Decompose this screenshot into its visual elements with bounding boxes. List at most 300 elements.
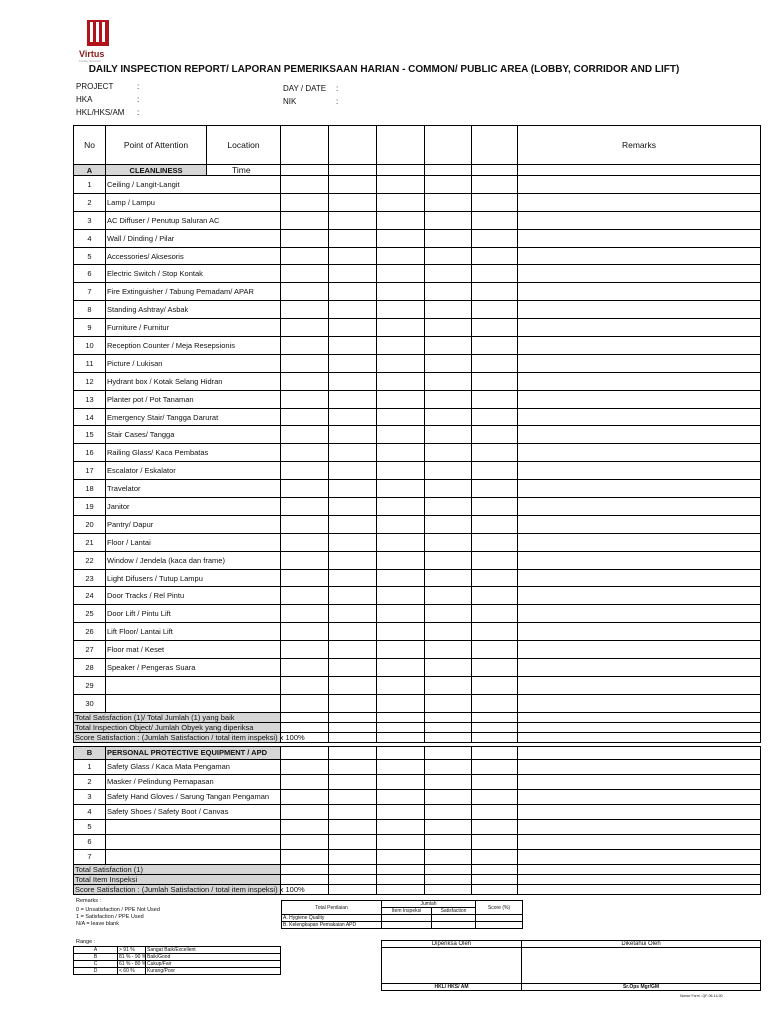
table-row	[74, 390, 761, 408]
legend-title: Remarks :	[76, 898, 102, 904]
check-cell[interactable]	[281, 462, 329, 480]
check-cell[interactable]	[425, 694, 472, 712]
check-cell[interactable]	[281, 319, 329, 337]
check-cell[interactable]	[472, 498, 518, 516]
check-cell[interactable]	[518, 498, 761, 516]
nik-label: NIK	[283, 97, 297, 106]
check-cell[interactable]	[518, 165, 761, 176]
check-cell[interactable]	[329, 587, 377, 605]
check-cell[interactable]	[425, 283, 472, 301]
check-cell[interactable]	[329, 804, 377, 819]
check-cell[interactable]	[518, 834, 761, 849]
check-cell[interactable]	[281, 337, 329, 355]
check-cell[interactable]	[329, 372, 377, 390]
check-cell[interactable]	[329, 551, 377, 569]
check-cell[interactable]	[518, 623, 761, 641]
check-cell[interactable]	[377, 694, 425, 712]
check-cell[interactable]	[472, 354, 518, 372]
item-b-no: 4	[74, 804, 106, 819]
check-cell[interactable]	[425, 498, 472, 516]
check-cell[interactable]	[329, 774, 377, 789]
check-cell[interactable]	[329, 884, 377, 894]
check-cell[interactable]	[281, 229, 329, 247]
check-cell[interactable]	[329, 480, 377, 498]
check-cell[interactable]	[281, 659, 329, 677]
check-cell[interactable]	[377, 390, 425, 408]
check-cell[interactable]	[472, 569, 518, 587]
check-cell[interactable]	[329, 265, 377, 283]
range-grade: A	[74, 947, 118, 954]
item-a-label: Stair Cases/ Tangga	[106, 426, 281, 444]
check-cell[interactable]	[377, 193, 425, 211]
check-cell[interactable]	[329, 126, 377, 165]
check-cell[interactable]	[281, 605, 329, 623]
check-cell[interactable]	[472, 372, 518, 390]
check-cell[interactable]	[281, 759, 329, 774]
check-cell[interactable]	[377, 337, 425, 355]
check-cell[interactable]	[472, 774, 518, 789]
check-cell[interactable]	[518, 193, 761, 211]
check-cell[interactable]	[377, 533, 425, 551]
check-cell[interactable]	[377, 462, 425, 480]
table-row	[74, 426, 761, 444]
check-cell[interactable]	[329, 165, 377, 176]
check-cell[interactable]	[377, 804, 425, 819]
check-cell[interactable]	[425, 874, 472, 884]
check-cell[interactable]	[329, 533, 377, 551]
check-cell[interactable]	[472, 732, 518, 742]
check-cell[interactable]	[518, 676, 761, 694]
check-cell[interactable]	[377, 211, 425, 229]
check-cell[interactable]	[425, 774, 472, 789]
check-cell[interactable]	[518, 774, 761, 789]
check-cell[interactable]	[329, 623, 377, 641]
check-cell[interactable]	[425, 605, 472, 623]
check-cell[interactable]	[472, 301, 518, 319]
check-cell[interactable]	[472, 759, 518, 774]
check-cell[interactable]	[329, 819, 377, 834]
check-cell[interactable]	[377, 551, 425, 569]
item-a-no: 27	[74, 641, 106, 659]
check-cell[interactable]	[281, 480, 329, 498]
check-cell[interactable]	[377, 515, 425, 533]
check-cell[interactable]	[425, 732, 472, 742]
score-cell[interactable]	[382, 915, 432, 922]
check-cell[interactable]	[518, 849, 761, 864]
check-cell[interactable]	[377, 746, 425, 759]
check-cell[interactable]	[281, 193, 329, 211]
check-cell[interactable]	[472, 587, 518, 605]
check-cell[interactable]	[377, 722, 425, 732]
check-cell[interactable]	[425, 165, 472, 176]
check-cell[interactable]	[329, 354, 377, 372]
item-a-label: Planter pot / Pot Tanaman	[106, 390, 281, 408]
table-row	[74, 819, 761, 834]
check-cell[interactable]	[377, 587, 425, 605]
check-cell[interactable]	[472, 229, 518, 247]
check-cell[interactable]	[518, 319, 761, 337]
check-cell[interactable]	[518, 533, 761, 551]
check-cell[interactable]	[377, 874, 425, 884]
known-by-signature-box[interactable]	[522, 948, 761, 984]
check-cell[interactable]	[329, 874, 377, 884]
check-cell[interactable]	[281, 354, 329, 372]
check-cell[interactable]	[518, 408, 761, 426]
check-cell[interactable]	[329, 759, 377, 774]
check-cell[interactable]	[281, 372, 329, 390]
check-cell[interactable]	[329, 319, 377, 337]
check-cell[interactable]	[425, 884, 472, 894]
check-cell[interactable]	[518, 211, 761, 229]
check-cell[interactable]	[377, 126, 425, 165]
check-cell[interactable]	[518, 732, 761, 742]
check-cell[interactable]	[281, 874, 329, 884]
check-cell[interactable]	[472, 676, 518, 694]
check-cell[interactable]	[518, 462, 761, 480]
check-cell[interactable]	[425, 480, 472, 498]
check-cell[interactable]	[425, 789, 472, 804]
check-cell[interactable]	[472, 722, 518, 732]
check-cell[interactable]	[281, 126, 329, 165]
check-cell[interactable]	[281, 515, 329, 533]
check-cell[interactable]	[472, 804, 518, 819]
check-cell[interactable]	[377, 176, 425, 194]
check-cell[interactable]	[377, 659, 425, 677]
check-cell[interactable]	[472, 480, 518, 498]
score-cell[interactable]	[382, 922, 432, 929]
check-cell[interactable]	[518, 864, 761, 874]
check-cell[interactable]	[281, 676, 329, 694]
check-cell[interactable]	[425, 641, 472, 659]
check-cell[interactable]	[329, 337, 377, 355]
check-cell[interactable]	[281, 587, 329, 605]
check-cell[interactable]	[377, 372, 425, 390]
check-cell[interactable]	[329, 834, 377, 849]
check-cell[interactable]	[518, 569, 761, 587]
check-cell[interactable]	[329, 605, 377, 623]
check-cell[interactable]	[425, 515, 472, 533]
check-cell[interactable]	[472, 426, 518, 444]
check-cell[interactable]	[472, 165, 518, 176]
check-cell[interactable]	[329, 712, 377, 722]
score-percent-label: Score (%)	[476, 901, 523, 915]
check-cell[interactable]	[425, 319, 472, 337]
check-cell[interactable]	[425, 354, 472, 372]
check-cell[interactable]	[425, 587, 472, 605]
check-cell[interactable]	[518, 694, 761, 712]
check-cell[interactable]	[281, 498, 329, 516]
check-cell[interactable]	[377, 354, 425, 372]
check-cell[interactable]	[518, 746, 761, 759]
check-cell[interactable]	[518, 229, 761, 247]
check-cell[interactable]	[377, 676, 425, 694]
check-cell[interactable]	[377, 283, 425, 301]
check-cell[interactable]	[425, 426, 472, 444]
check-cell[interactable]	[377, 732, 425, 742]
check-cell[interactable]	[281, 623, 329, 641]
check-cell[interactable]	[472, 176, 518, 194]
check-cell[interactable]	[425, 337, 472, 355]
check-cell[interactable]	[472, 319, 518, 337]
check-cell[interactable]	[425, 551, 472, 569]
check-cell[interactable]	[329, 229, 377, 247]
check-cell[interactable]	[377, 641, 425, 659]
check-cell[interactable]	[518, 265, 761, 283]
check-cell[interactable]	[472, 834, 518, 849]
check-cell[interactable]	[281, 390, 329, 408]
check-cell[interactable]	[425, 444, 472, 462]
check-cell[interactable]	[425, 623, 472, 641]
check-cell[interactable]	[377, 759, 425, 774]
check-cell[interactable]	[281, 176, 329, 194]
check-cell[interactable]	[518, 480, 761, 498]
check-cell[interactable]	[472, 444, 518, 462]
check-cell[interactable]	[281, 408, 329, 426]
check-cell[interactable]	[518, 712, 761, 722]
check-cell[interactable]	[425, 193, 472, 211]
check-cell[interactable]	[329, 849, 377, 864]
check-cell[interactable]	[425, 659, 472, 677]
check-cell[interactable]	[472, 283, 518, 301]
check-cell[interactable]	[425, 834, 472, 849]
check-cell[interactable]	[377, 265, 425, 283]
check-cell[interactable]	[472, 694, 518, 712]
check-cell[interactable]	[518, 819, 761, 834]
check-cell[interactable]	[472, 789, 518, 804]
check-cell[interactable]	[281, 774, 329, 789]
check-cell[interactable]	[377, 623, 425, 641]
check-cell[interactable]	[472, 408, 518, 426]
check-cell[interactable]	[329, 193, 377, 211]
check-cell[interactable]	[425, 372, 472, 390]
check-cell[interactable]	[377, 247, 425, 265]
check-cell[interactable]	[377, 408, 425, 426]
check-cell[interactable]	[281, 569, 329, 587]
check-cell[interactable]	[377, 480, 425, 498]
check-cell[interactable]	[518, 390, 761, 408]
check-cell[interactable]	[329, 444, 377, 462]
check-cell[interactable]	[425, 247, 472, 265]
check-cell[interactable]	[518, 337, 761, 355]
check-cell[interactable]	[472, 462, 518, 480]
check-cell[interactable]	[472, 211, 518, 229]
score-cell[interactable]	[432, 922, 476, 929]
check-cell[interactable]	[377, 301, 425, 319]
check-cell[interactable]	[377, 849, 425, 864]
form-code: Nomor Form : QF-06-14-00	[680, 994, 723, 998]
check-cell[interactable]	[472, 247, 518, 265]
check-cell[interactable]	[329, 732, 377, 742]
table-row	[74, 774, 761, 789]
check-cell[interactable]	[377, 229, 425, 247]
check-cell[interactable]	[281, 819, 329, 834]
check-cell[interactable]	[518, 444, 761, 462]
check-cell[interactable]	[472, 193, 518, 211]
check-cell[interactable]	[377, 774, 425, 789]
check-cell[interactable]	[329, 176, 377, 194]
check-cell[interactable]	[518, 605, 761, 623]
check-cell[interactable]	[425, 849, 472, 864]
check-cell[interactable]	[377, 605, 425, 623]
check-cell[interactable]	[329, 722, 377, 732]
check-cell[interactable]	[281, 247, 329, 265]
check-cell[interactable]	[472, 746, 518, 759]
range-title: Range :	[76, 939, 96, 945]
summary-b-label: Total Item Inspeksi	[74, 874, 281, 884]
check-cell[interactable]	[281, 789, 329, 804]
check-cell[interactable]	[377, 319, 425, 337]
check-cell[interactable]	[377, 864, 425, 874]
check-cell[interactable]	[518, 884, 761, 894]
check-cell[interactable]	[329, 676, 377, 694]
check-cell[interactable]	[377, 498, 425, 516]
check-cell[interactable]	[425, 712, 472, 722]
check-cell[interactable]	[281, 641, 329, 659]
check-cell[interactable]	[329, 659, 377, 677]
check-cell[interactable]	[472, 712, 518, 722]
check-cell[interactable]	[281, 864, 329, 874]
check-cell[interactable]	[518, 759, 761, 774]
check-cell[interactable]	[518, 176, 761, 194]
check-cell[interactable]	[377, 819, 425, 834]
check-cell[interactable]	[425, 746, 472, 759]
check-cell[interactable]	[472, 265, 518, 283]
check-cell[interactable]	[518, 247, 761, 265]
check-cell[interactable]	[281, 551, 329, 569]
check-cell[interactable]	[281, 444, 329, 462]
check-cell[interactable]	[281, 265, 329, 283]
check-cell[interactable]	[281, 211, 329, 229]
check-cell[interactable]	[518, 789, 761, 804]
check-cell[interactable]	[518, 426, 761, 444]
check-cell[interactable]	[472, 605, 518, 623]
check-cell[interactable]	[425, 265, 472, 283]
check-cell[interactable]	[425, 126, 472, 165]
check-cell[interactable]	[281, 283, 329, 301]
check-cell[interactable]	[518, 804, 761, 819]
check-cell[interactable]	[281, 426, 329, 444]
check-cell[interactable]	[425, 676, 472, 694]
check-cell[interactable]	[425, 229, 472, 247]
check-cell[interactable]	[329, 569, 377, 587]
item-a-no: 22	[74, 551, 106, 569]
check-cell[interactable]	[472, 551, 518, 569]
check-cell[interactable]	[518, 641, 761, 659]
check-cell[interactable]	[472, 641, 518, 659]
check-cell[interactable]	[329, 390, 377, 408]
check-cell[interactable]	[425, 462, 472, 480]
check-cell[interactable]	[281, 746, 329, 759]
check-cell[interactable]	[425, 819, 472, 834]
check-cell[interactable]	[329, 408, 377, 426]
check-cell[interactable]	[329, 301, 377, 319]
check-cell[interactable]	[518, 659, 761, 677]
check-cell[interactable]	[329, 426, 377, 444]
check-cell[interactable]	[425, 759, 472, 774]
check-cell[interactable]	[518, 587, 761, 605]
checked-by-signature-box[interactable]	[382, 948, 522, 984]
check-cell[interactable]	[377, 789, 425, 804]
check-cell[interactable]	[281, 712, 329, 722]
check-cell[interactable]	[518, 283, 761, 301]
check-cell[interactable]	[377, 712, 425, 722]
check-cell[interactable]	[425, 408, 472, 426]
check-cell[interactable]	[329, 515, 377, 533]
check-cell[interactable]	[281, 694, 329, 712]
checked-by-label: Diperiksa Oleh	[382, 941, 522, 948]
item-a-no: 1	[74, 176, 106, 194]
check-cell[interactable]	[281, 834, 329, 849]
check-cell[interactable]	[472, 126, 518, 165]
check-cell[interactable]	[472, 884, 518, 894]
check-cell[interactable]	[329, 462, 377, 480]
check-cell[interactable]	[518, 515, 761, 533]
check-cell[interactable]	[329, 498, 377, 516]
check-cell[interactable]	[377, 444, 425, 462]
check-cell[interactable]	[472, 864, 518, 874]
check-cell[interactable]	[425, 569, 472, 587]
check-cell[interactable]	[281, 849, 329, 864]
score-cell[interactable]	[476, 922, 523, 929]
check-cell[interactable]	[518, 372, 761, 390]
check-cell[interactable]	[472, 659, 518, 677]
item-a-no: 25	[74, 605, 106, 623]
check-cell[interactable]	[329, 864, 377, 874]
check-cell[interactable]	[425, 301, 472, 319]
check-cell[interactable]	[377, 569, 425, 587]
check-cell[interactable]	[377, 884, 425, 894]
check-cell[interactable]	[472, 849, 518, 864]
check-cell[interactable]	[281, 722, 329, 732]
check-cell[interactable]	[281, 301, 329, 319]
check-cell[interactable]	[472, 874, 518, 884]
check-cell[interactable]	[472, 337, 518, 355]
check-cell[interactable]	[518, 551, 761, 569]
check-cell[interactable]	[281, 533, 329, 551]
check-cell[interactable]	[377, 165, 425, 176]
check-cell[interactable]	[518, 722, 761, 732]
check-cell[interactable]	[425, 864, 472, 874]
check-cell[interactable]	[281, 165, 329, 176]
check-cell[interactable]	[425, 211, 472, 229]
check-cell[interactable]	[518, 874, 761, 884]
check-cell[interactable]	[377, 834, 425, 849]
check-cell[interactable]	[425, 176, 472, 194]
check-cell[interactable]	[472, 819, 518, 834]
score-cell[interactable]	[432, 915, 476, 922]
check-cell[interactable]	[329, 247, 377, 265]
check-cell[interactable]	[425, 390, 472, 408]
check-cell[interactable]	[281, 804, 329, 819]
check-cell[interactable]	[518, 354, 761, 372]
check-cell[interactable]	[329, 746, 377, 759]
check-cell[interactable]	[472, 515, 518, 533]
check-cell[interactable]	[472, 390, 518, 408]
check-cell[interactable]	[518, 301, 761, 319]
score-cell[interactable]	[476, 915, 523, 922]
check-cell[interactable]	[472, 623, 518, 641]
check-cell[interactable]	[329, 211, 377, 229]
check-cell[interactable]	[425, 722, 472, 732]
check-cell[interactable]	[329, 283, 377, 301]
check-cell[interactable]	[425, 804, 472, 819]
check-cell[interactable]	[472, 533, 518, 551]
check-cell[interactable]	[329, 641, 377, 659]
check-cell[interactable]	[329, 694, 377, 712]
check-cell[interactable]	[329, 789, 377, 804]
check-cell[interactable]	[425, 533, 472, 551]
check-cell[interactable]	[377, 426, 425, 444]
